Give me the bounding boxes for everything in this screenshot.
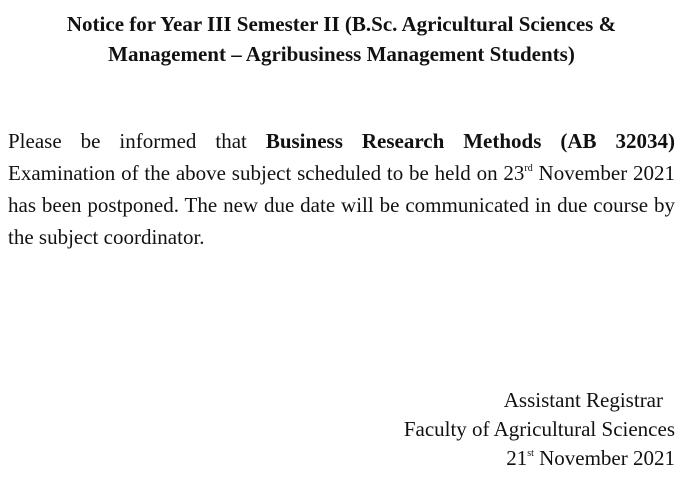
notice-intro-text: Please be informed that xyxy=(8,129,266,153)
notice-title-line-2: Management – Agribusiness Management Students) xyxy=(108,42,575,66)
original-date-suffix: rd xyxy=(524,163,533,174)
signatory-title: Assistant Registrar xyxy=(503,388,663,412)
notice-body xyxy=(8,125,675,253)
notice-date xyxy=(355,444,675,473)
faculty-name: Faculty of Agricultural Sciences xyxy=(403,417,675,441)
notice-date-suffix: st xyxy=(527,448,534,459)
subject-name: Business Research Methods (AB 32034) xyxy=(265,129,675,153)
notice-ending-text: November 2021 has been postponed. The new due date will be communicated in due course by the subject coordinator. xyxy=(8,161,675,249)
notice-title-line-1: Notice for Year III Semester II (B.Sc. Agricultural Sciences & xyxy=(66,12,617,36)
notice-date-day: 21 xyxy=(506,446,528,470)
signature-block xyxy=(355,386,675,473)
notice-document xyxy=(8,0,675,481)
notice-middle-text: Examination of the above subject scheduled to be held on 23 xyxy=(8,161,525,185)
notice-date-rest: November 2021 xyxy=(533,446,675,470)
notice-title xyxy=(8,9,675,69)
